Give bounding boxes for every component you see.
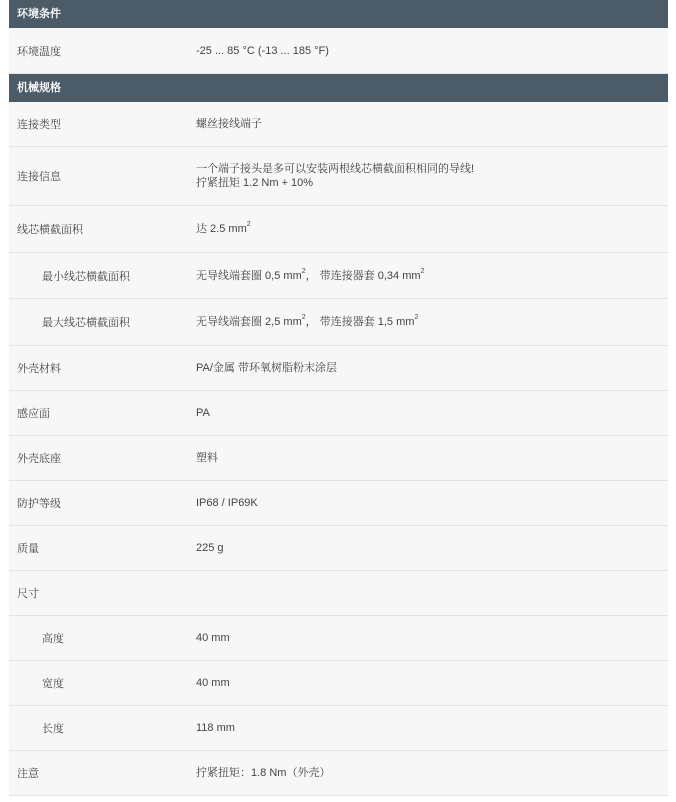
row-value: 225 g <box>196 542 224 554</box>
row-label: 注意 <box>17 768 39 780</box>
row-value <box>196 222 668 236</box>
row-label: 质量 <box>17 543 39 555</box>
row-value: IP68 / IP69K <box>196 497 258 509</box>
row-label: 环境温度 <box>17 45 61 58</box>
superscript: 2 <box>301 314 306 322</box>
value-text: 达 2.5 mm <box>196 223 247 235</box>
table-row <box>9 616 668 661</box>
table-row <box>9 526 668 571</box>
row-label: 外壳材料 <box>17 363 61 375</box>
spec-table <box>9 0 668 796</box>
superscript: 2 <box>301 267 306 275</box>
row-label: 最小线芯横截面积 <box>42 270 130 283</box>
row-label: 宽度 <box>42 678 64 690</box>
table-row <box>9 206 668 253</box>
row-value: PA <box>196 407 210 419</box>
superscript: 2 <box>420 267 425 275</box>
superscript: 2 <box>246 221 251 229</box>
row-label: 连接类型 <box>17 119 61 131</box>
value-text: ， 带连接器套 0,34 mm <box>305 269 421 282</box>
row-label: 高度 <box>42 633 64 645</box>
row-label: 感应面 <box>17 408 50 420</box>
row-value: 塑料 <box>196 452 218 464</box>
row-value: PA/金属 带环氧树脂粉末涂层 <box>196 362 337 374</box>
value-line: 拧紧扭矩 1.2 Nm + 10% <box>196 177 314 189</box>
row-value: -25 ... 85 °C (-13 ... 185 °F) <box>196 44 329 57</box>
table-row <box>9 436 668 481</box>
table-row <box>9 299 668 346</box>
table-row <box>9 346 668 391</box>
table-row <box>9 706 668 751</box>
row-label: 最大线芯横截面积 <box>42 317 130 329</box>
row-value <box>196 162 668 190</box>
superscript: 2 <box>414 314 419 322</box>
section-header-mechanical: 机械规格 <box>9 74 668 102</box>
row-label: 连接信息 <box>17 171 61 183</box>
table-row <box>9 751 668 796</box>
table-row <box>9 481 668 526</box>
row-label: 外壳底座 <box>17 453 61 465</box>
table-row <box>9 147 668 206</box>
row-label: 线芯横截面积 <box>17 224 83 236</box>
value-line: 一个端子接头是多可以安装两根线芯横截面积相同的导线! <box>196 163 475 175</box>
row-value: 螺丝接线端子 <box>196 118 262 130</box>
table-row <box>9 28 668 74</box>
row-value: 40 mm <box>196 677 230 689</box>
row-label: 长度 <box>42 723 64 735</box>
row-label: 尺寸 <box>17 588 39 600</box>
row-value: 40 mm <box>196 632 230 644</box>
section-header-environment: 环境条件 <box>9 0 668 28</box>
table-row <box>9 661 668 706</box>
row-value: 118 mm <box>196 722 235 734</box>
value-text: 无导线端套圈 0,5 mm <box>196 269 302 282</box>
table-row <box>9 391 668 436</box>
row-label: 防护等级 <box>17 498 61 510</box>
row-value <box>196 315 668 329</box>
row-value: 拧紧扭矩：1.8 Nm（外壳） <box>196 767 331 779</box>
table-row <box>9 102 668 147</box>
value-text: 无导线端套圈 2,5 mm <box>196 316 302 328</box>
value-text: ， 带连接器套 1,5 mm <box>305 316 415 328</box>
table-row <box>9 571 668 616</box>
row-value <box>196 269 668 283</box>
table-row <box>9 253 668 299</box>
